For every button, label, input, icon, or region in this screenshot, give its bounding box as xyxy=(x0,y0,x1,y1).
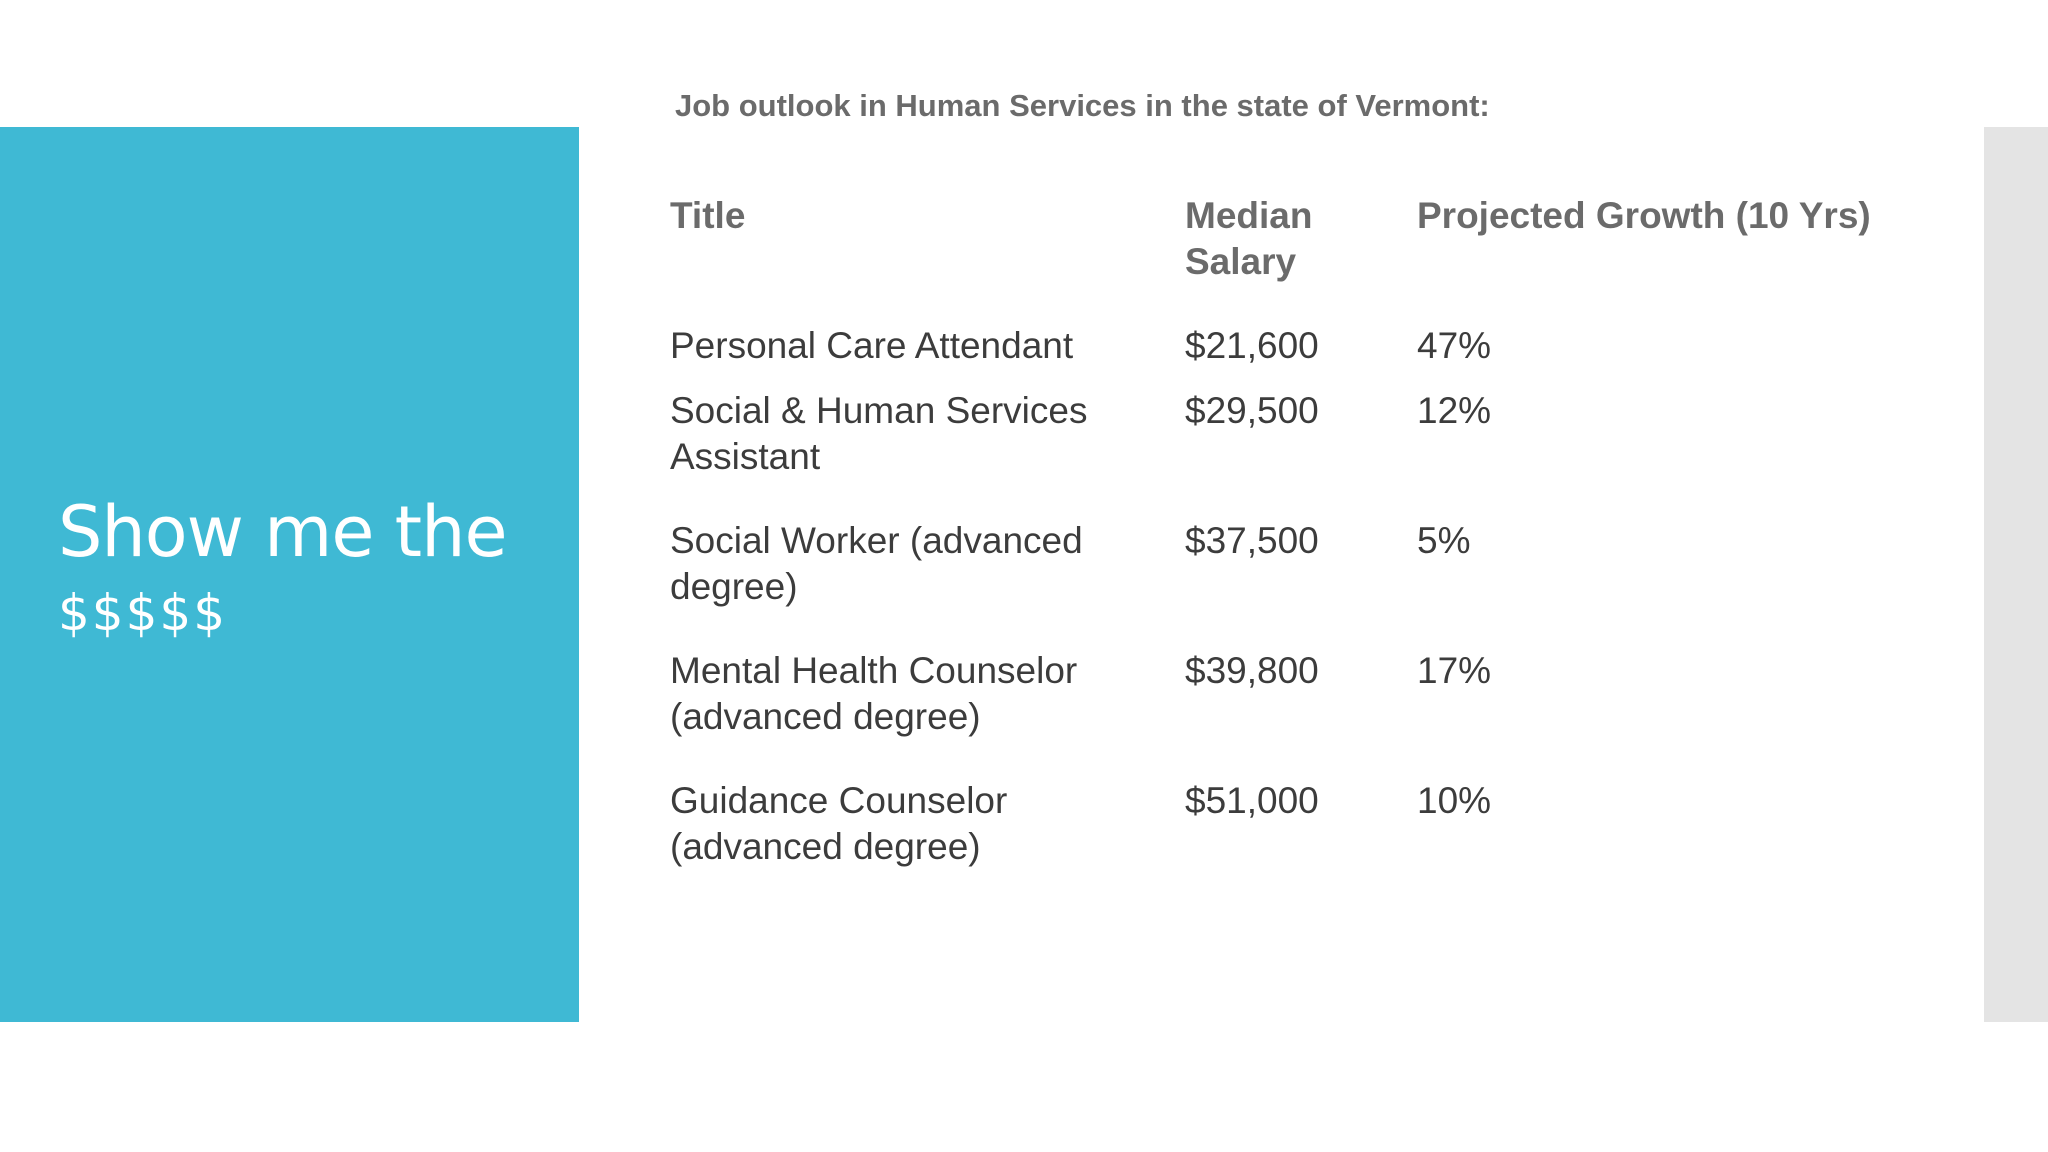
table-row xyxy=(670,388,1970,518)
row-salary: $51,000 xyxy=(1185,780,1319,821)
row-title: Personal Care Attendant xyxy=(670,325,1074,366)
row-salary: $29,500 xyxy=(1185,390,1319,431)
slide-title-line2: $$$$$ xyxy=(58,584,228,642)
table-row xyxy=(670,323,1970,388)
slide-title xyxy=(58,488,558,650)
row-salary: $39,800 xyxy=(1185,650,1319,691)
job-outlook-table xyxy=(670,193,1970,908)
row-growth: 47% xyxy=(1417,325,1492,366)
row-title: Mental Health Counselor (advanced degree) xyxy=(670,650,1078,737)
row-growth: 5% xyxy=(1417,520,1471,561)
header-projected-growth: Projected Growth (10 Yrs) xyxy=(1417,195,1871,236)
row-growth: 17% xyxy=(1417,650,1492,691)
row-growth: 12% xyxy=(1417,390,1492,431)
header-median-salary: Median Salary xyxy=(1185,195,1313,282)
table-header-row xyxy=(670,193,1970,323)
row-salary: $21,600 xyxy=(1185,325,1319,366)
row-title: Social & Human Services Assistant xyxy=(670,390,1088,477)
table-row xyxy=(670,518,1970,648)
slide-subtitle: Job outlook in Human Services in the state of Vermont: xyxy=(675,88,1490,123)
row-salary: $37,500 xyxy=(1185,520,1319,561)
row-title: Guidance Counselor (advanced degree) xyxy=(670,780,1008,867)
row-growth: 10% xyxy=(1417,780,1492,821)
table-row xyxy=(670,778,1970,908)
slide-title-line1: Show me the xyxy=(58,491,507,573)
header-title: Title xyxy=(670,195,746,236)
right-accent-bar xyxy=(1984,127,2048,1022)
row-title: Social Worker (advanced degree) xyxy=(670,520,1083,607)
table-row xyxy=(670,648,1970,778)
